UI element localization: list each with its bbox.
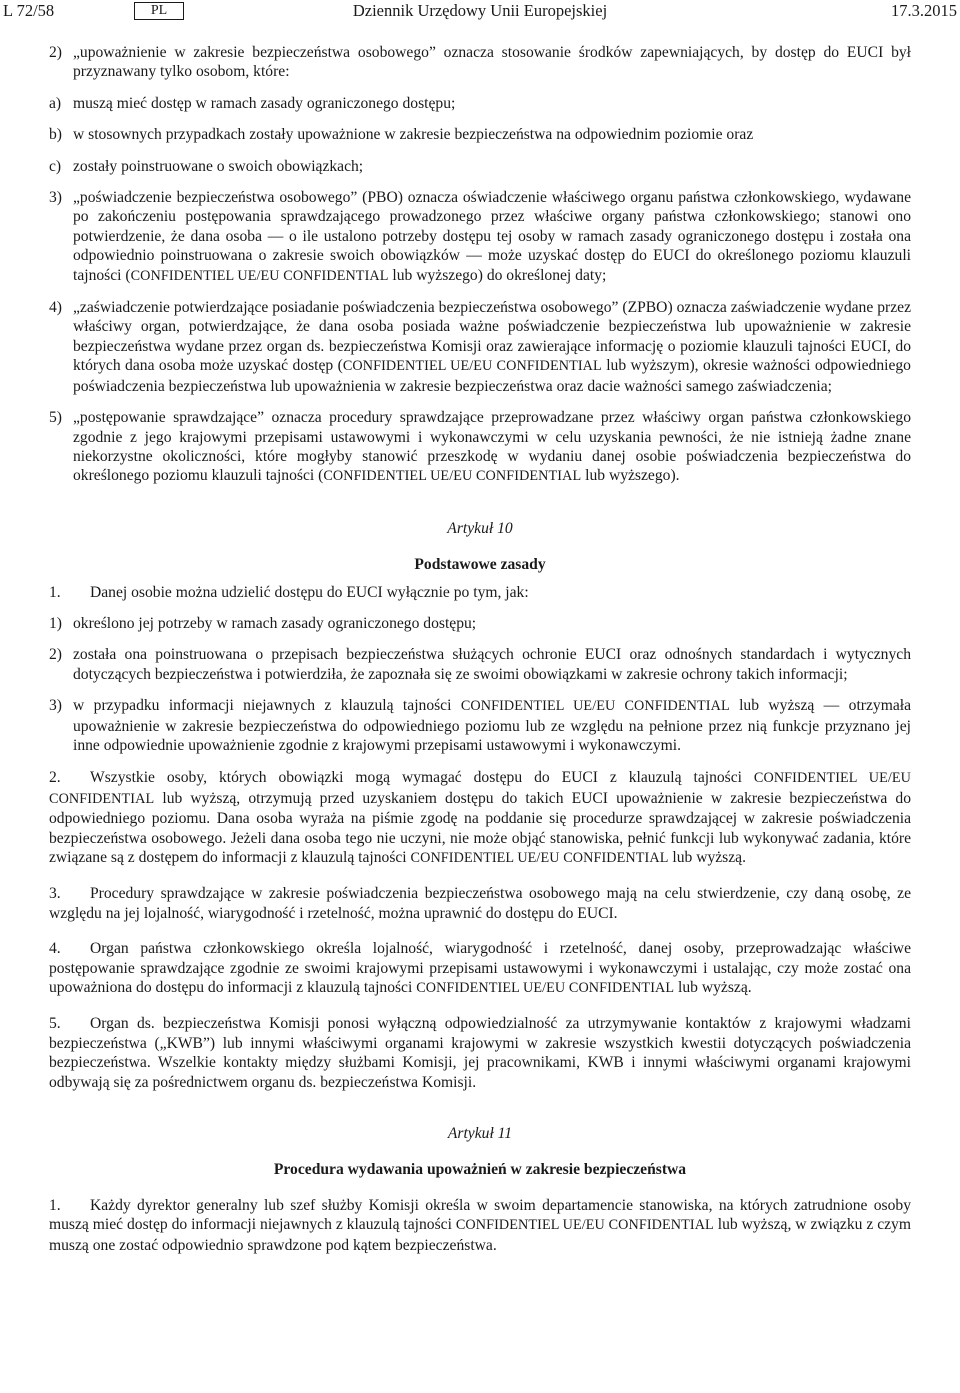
- classification-level: CONFIDENTIEL UE/EU CONFIDENTIAL: [49, 770, 911, 807]
- text-segment: lub wyższą.: [668, 849, 746, 866]
- text-segment: w przypadku informacji niejawnych z klauzulą tajności: [73, 697, 461, 715]
- classification-level: CONFIDENTIEL UE/EU CONFIDENTIAL: [460, 698, 730, 715]
- paragraph-number: 5.: [49, 1015, 61, 1033]
- classification-level: CONFIDENTIEL UE/EU CONFIDENTIAL: [410, 850, 669, 866]
- classification-level: CONFIDENTIEL UE/EU CONFIDENTIAL: [455, 1217, 714, 1234]
- classification-level: CONFIDENTIEL UE/EU CONFIDENTIAL: [130, 267, 389, 284]
- item-number: 1): [49, 614, 62, 632]
- journal-title: Dziennik Urzędowy Unii Europejskiej: [352, 1, 608, 20]
- page-number: L 72/58: [3, 1, 55, 20]
- paragraph-number: 1.: [49, 583, 61, 601]
- text-segment: Organ ds. bezpieczeństwa Komisji ponosi wyłączną odpowiedzialność za utrzymywanie kontaktów z krajowymi władzami bezpieczeństwa („KWB”) lub innymi właściwymi organami krajowymi w zakresie wszystkich kwestii dotyczących poświadczenia bezpieczeństwa. Wszelkie kontakty między służbami Komisji, jej pracownikami, KWB i innymi właściwymi organami krajowymi odbywają się za pośrednictwem organu ds. bezpieczeństwa Komisji.: [49, 1015, 911, 1091]
- paragraph-text: Danej osobie można udzielić dostępu do EUCI wyłącznie po tym, jak:: [90, 583, 529, 601]
- text-segment: Procedury sprawdzające w zakresie poświadczenia bezpieczeństwa osobowego mają na celu stwierdzenie, czy daną osobę, ze względu na jej lojalność, wiarygodność i rzetelność, można uprawnić do dostępu do EUCI.: [49, 885, 911, 922]
- issue-date: 17.3.2015: [891, 1, 957, 20]
- text-segment: lub wyższą.: [674, 979, 752, 997]
- classification-level: CONFIDENTIEL UE/EU CONFIDENTIAL: [416, 980, 675, 997]
- text-segment: „poświadczenie bezpieczeństwa osobowego” (PBO) oznacza oświadczenie właściwego organu państwa członkowskiego, wydawane po zakończeniu postępowania sprawdzającego prowadzonego przez właściwe organy państwa członkowskiego; stanowi ono potwierdzenie, że dana osoba — o ile ustalono potrzeby dostępu tej osoby w ramach zasady ograniczonego dostępu i została ona odpowiednio poinstruowana o zakresie swoich obowiązków — może uzyskać dostęp do EUCI do określonego poziomu klauzuli tajności (: [73, 189, 911, 284]
- text-segment: lub wyższą — otrzymała upoważnienie w zakresie bezpieczeństwa do odpowiedniego poziomu lub ze względu na pełnione przez nią funkcje przyznano jej inne odpowiednie upoważnienie zgodnie z krajowymi przepisami ustawowymi i wykonawczymi.: [73, 697, 912, 754]
- definition-2c: [49, 157, 911, 176]
- text-segment: „postępowanie sprawdzające” oznacza procedury sprawdzające przeprowadzane przez właściwy organ państwa członkowskiego zgodnie z jego krajowymi przepisami ustawowymi i wykonawczymi w celu uzyskania pewności, że nie istnieją żadne znane niekorzystne okoliczności, które mogłyby stanowić przeszkodę w wydaniu danej osobie poświadczenia bezpieczeństwa do określonego poziomu klauzuli tajności (: [73, 409, 911, 485]
- art10-paragraph-3: [49, 884, 911, 923]
- art10-paragraph-4: [49, 939, 911, 998]
- item-text: zostały poinstruowane o swoich obowiązkach;: [73, 157, 364, 175]
- classification-level: CONFIDENTIEL UE/EU CONFIDENTIAL: [323, 468, 582, 485]
- art10-point-1: [49, 614, 911, 633]
- paragraph-number: 2.: [49, 769, 61, 787]
- item-number: 2): [49, 646, 62, 664]
- article-10-heading: Podstawowe zasady: [414, 556, 546, 574]
- paragraph-number: 4.: [49, 940, 61, 958]
- art10-paragraph-1: [49, 583, 911, 602]
- page-header: [0, 0, 960, 22]
- item-text: w stosownych przypadkach zostały upoważnione w zakresie bezpieczeństwa na odpowiednim poziomie oraz: [73, 126, 754, 144]
- item-number: 2): [49, 44, 62, 61]
- classification-level: CONFIDENTIEL UE/EU CONFIDENTIAL: [342, 358, 602, 375]
- item-text: [73, 188, 911, 286]
- definition-4: [49, 298, 911, 396]
- item-number: 5): [49, 409, 62, 427]
- item-letter: a): [49, 94, 62, 112]
- text-segment: Organ państwa członkowskiego określa lojalność, wiarygodność i rzetelność, danej osoby, przeprowadzając właściwe postępowanie sprawdzające zgodnie ze swoimi krajowymi przepisami ustawowymi i wykonawczymi i ustalając, czy może zostać ona upoważniona do dostępu do informacji z klauzulą tajności: [49, 940, 911, 997]
- text-segment: Każdy dyrektor generalny lub szef służby Komisji określa w swoim departamencie stanowiska, na których zatrudnione osoby muszą mieć dostęp do informacji niejawnych z klauzulą tajności: [49, 1196, 911, 1234]
- definition-2b: [49, 125, 911, 144]
- paragraph-number: 1.: [49, 1196, 61, 1214]
- art11-paragraph-1: [49, 1196, 911, 1255]
- item-number: 3): [49, 697, 62, 715]
- item-text: określono jej potrzeby w ramach zasady ograniczonego dostępu;: [73, 614, 477, 632]
- article-10-title: Artykuł 10: [447, 519, 513, 537]
- item-text: została ona poinstruowana o przepisach bezpieczeństwa służących ochronie EUCI oraz odnośnych standardach i wytycznych dotyczących bezpieczeństwa i potwierdziła, że zapoznała się ze swoimi obowiązkami w zakresie ochrony takich informacji;: [73, 646, 911, 683]
- item-number: 3): [49, 189, 62, 207]
- definition-2: [49, 43, 911, 82]
- language-badge: PL: [134, 2, 184, 20]
- item-text: [73, 408, 911, 487]
- item-letter: b): [49, 126, 62, 144]
- text-segment: Wszystkie osoby, których obowiązki mogą wymagać dostępu do EUCI z klauzulą tajności: [90, 769, 754, 787]
- text-segment: lub wyższym), okresie ważności odpowiedniego poświadczenia bezpieczeństwa lub upoważnienia w zakresie bezpieczeństwa oraz dacie ważności samego zaświadczenia;: [73, 357, 911, 395]
- document-body: [49, 43, 911, 1255]
- item-text: [73, 298, 911, 396]
- text-segment: lub wyższą, otrzymują przed uzyskaniem dostępu do takich EUCI upoważnienie w zakresie bezpieczeństwa do odpowiedniego poziomu. Dana osoba wyraża na piśmie zgodę na poddanie się procedurze sprawdzającej w zakresie poświadczenia bezpieczeństwa osobowego. Jeżeli dana osoba tego nie uczyni, nie może objąć stanowiska, pełnić funkcji lub wykonywać zadania, które związane są z dostępem do informacji z klauzulą tajności: [49, 789, 911, 866]
- paragraph-number: 3.: [49, 885, 61, 903]
- item-text: muszą mieć dostęp w ramach zasady ograniczonego dostępu;: [73, 94, 456, 112]
- item-number: 4): [49, 299, 62, 317]
- text-segment: lub wyższego) do określonej daty;: [388, 266, 607, 284]
- text-segment: lub wyższą, w związku z czym muszą one zostać odpowiednio sprawdzone pod kątem bezpieczeństwa.: [49, 1216, 911, 1254]
- art10-paragraph-2: [49, 768, 911, 868]
- text-segment: „zaświadczenie potwierdzające posiadanie poświadczenia bezpieczeństwa osobowego” (ZPBO) oznacza zaświadczenie wydane przez właściwy organ, potwierdzające, że dana osoba posiada ważne poświadczenie bezpieczeństwa lub upoważnienie w zakresie bezpieczeństwa wydane przez organ ds. bezpieczeństwa Komisji oraz zawierające informację o poziomie klauzuli tajności EUCI, do których dana osoba może uzyskać dostęp (: [73, 299, 911, 375]
- article-11-heading: Procedura wydawania upoważnień w zakresie bezpieczeństwa: [273, 1161, 687, 1179]
- item-letter: c): [49, 157, 62, 175]
- art10-paragraph-5: [49, 1014, 911, 1092]
- definition-3: [49, 188, 911, 286]
- article-11-title: Artykuł 11: [447, 1125, 513, 1143]
- item-text: [73, 696, 911, 755]
- text-segment: lub wyższego).: [581, 467, 680, 485]
- art10-point-3: [49, 696, 911, 755]
- definition-5: [49, 408, 911, 487]
- item-text: „upoważnienie w zakresie bezpieczeństwa osobowego” oznacza stosowanie środków zapewniających, by dostęp do EUCI był przyznawany tylko osobom, które:: [73, 44, 911, 81]
- art10-point-2: [49, 645, 911, 684]
- definition-2a: [49, 94, 911, 113]
